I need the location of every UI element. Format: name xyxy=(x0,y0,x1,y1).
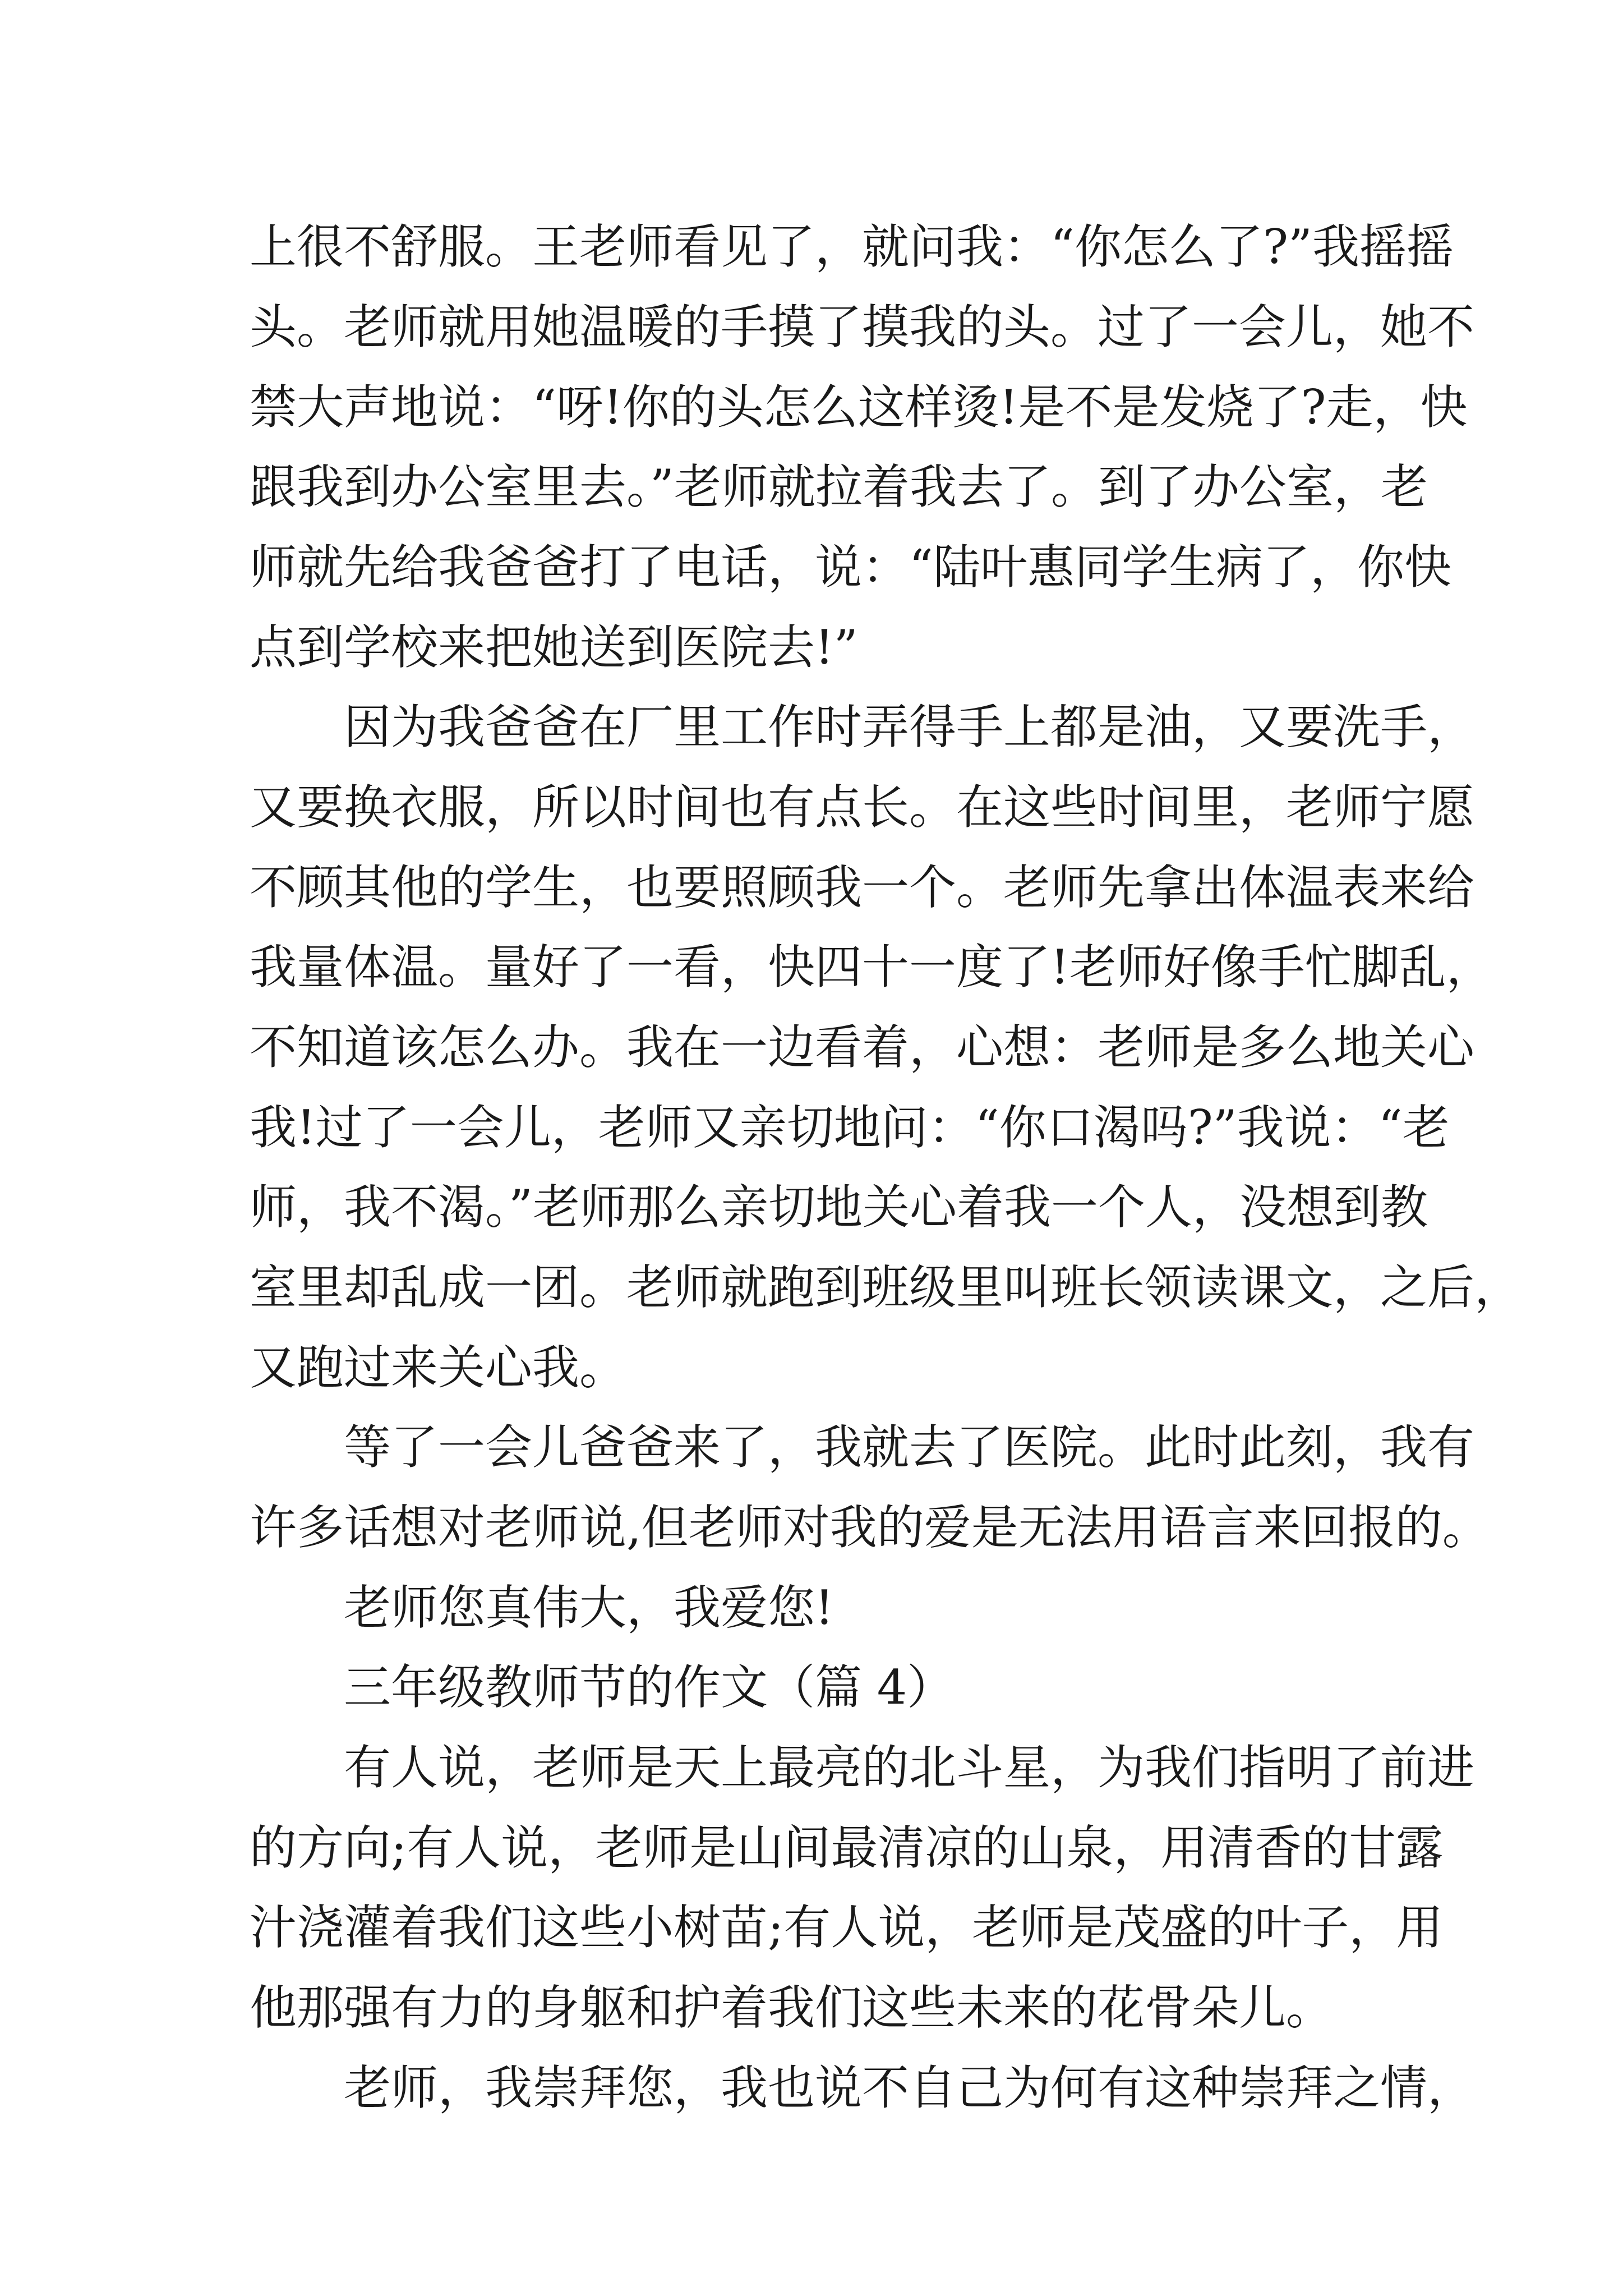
text-line: 又要换衣服，所以时间也有点长。在这些时间里，老师宁愿 xyxy=(250,780,1475,835)
text-line: 老师您真伟大，我爱您! xyxy=(344,1580,834,1635)
text-line: 我!过了一会儿，老师又亲切地问：“你口渴吗?”我说：“老 xyxy=(250,1100,1450,1155)
text-line: 他那强有力的身躯和护着我们这些未来的花骨朵儿。 xyxy=(250,1980,1334,2035)
text-line: 室里却乱成一团。老师就跑到班级里叫班长领读课文，之后， xyxy=(250,1260,1522,1315)
section-heading: 三年级教师节的作文（篇 4） xyxy=(344,1660,955,1715)
text-line: 禁大声地说：“呀!你的头怎么这样烫!是不是发烧了?走，快 xyxy=(250,380,1468,435)
text-line: 我量体温。量好了一看，快四十一度了!老师好像手忙脚乱， xyxy=(250,940,1493,995)
text-line: 点到学校来把她送到医院去!” xyxy=(250,620,858,675)
text-line: 老师，我崇拜您，我也说不自己为何有这种崇拜之情， xyxy=(344,2060,1475,2115)
text-line: 上很不舒服。王老师看见了，就问我：“你怎么了?”我摇摇 xyxy=(250,219,1454,274)
text-line: 不顾其他的学生，也要照顾我一个。老师先拿出体温表来给 xyxy=(250,860,1475,915)
text-line: 许多话想对老师说,但老师对我的爱是无法用语言来回报的。 xyxy=(250,1500,1490,1555)
text-line: 头。老师就用她温暖的手摸了摸我的头。过了一会儿，她不 xyxy=(250,300,1475,355)
text-line: 跟我到办公室里去。”老师就拉着我去了。到了办公室，老 xyxy=(250,459,1428,514)
text-line: 的方向;有人说，老师是山间最清凉的山泉，用清香的甘露 xyxy=(250,1820,1444,1875)
text-line: 不知道该怎么办。我在一边看着，心想：老师是多么地关心 xyxy=(250,1020,1475,1075)
text-line: 因为我爸爸在厂里工作时弄得手上都是油，又要洗手， xyxy=(344,700,1475,754)
text-line: 师，我不渴。”老师那么亲切地关心着我一个人，没想到教 xyxy=(250,1180,1428,1235)
text-line: 汁浇灌着我们这些小树苗;有人说，老师是茂盛的叶子，用 xyxy=(250,1900,1444,1955)
text-line: 又跑过来关心我。 xyxy=(250,1340,627,1395)
text-line: 有人说，老师是天上最亮的北斗星，为我们指明了前进 xyxy=(344,1740,1475,1795)
text-line: 等了一会儿爸爸来了，我就去了医院。此时此刻，我有 xyxy=(344,1420,1475,1475)
text-line: 师就先给我爸爸打了电话，说：“陆叶惠同学生病了，你快 xyxy=(250,540,1451,595)
